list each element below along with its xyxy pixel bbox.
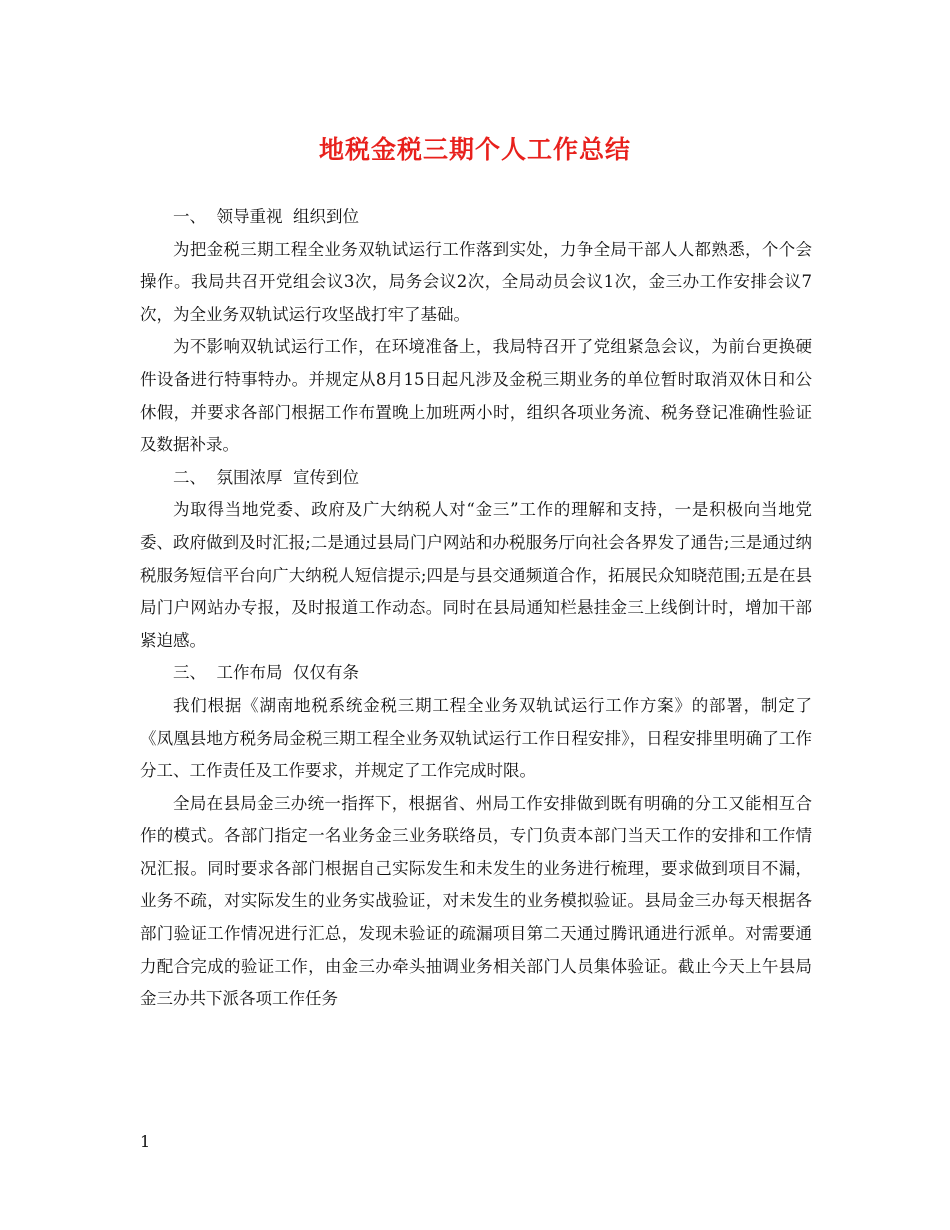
document-title: 地税金税三期个人工作总结 <box>318 135 631 164</box>
page-number: 1 <box>140 1132 151 1151</box>
paragraph: 我们根据《湖南地税系统金税三期工程全业务双轨试运行工作方案》的部署，制定了《凤凰县地方税务局金税三期工程全业务双轨试运行工作日程安排》，日程安排里明确了工作分工、工作责任及工作要求，并规定了工作完成时限。 <box>140 695 812 781</box>
paragraph: 为不影响双轨试运行工作，在环境准备上，我局特召开了党组紧急会议，为前台更换硬件设备进行特事特办。并规定从8月15日起凡涉及金税三期业务的单位暂时取消双休日和公休假，并要求各部门根据工作布置晚上加班两小时，组织各项业务流、税务登记准确性验证及数据补录。 <box>140 337 812 455</box>
section-heading: 二、 氛围浓厚 宣传到位 <box>173 467 359 487</box>
paragraph: 全局在县局金三办统一指挥下，根据省、州局工作安排做到既有明确的分工又能相互合作的模式。各部门指定一名业务金三业务联络员，专门负责本部门当天工作的安排和工作情况汇报。同时要求各部门根据自己实际发生和未发生的业务进行梳理，要求做到项目不漏，业务不疏，对实际发生的业务实战验证，对未发生的业务模拟验证。县局金三办每天根据各部门验证工作情况进行汇总，发现未验证的疏漏项目第二天通过腾讯通进行派单。对需要通力配合完成的验证工作，由金三办牵头抽调业务相关部门人员集体验证。截止今天上午县局金三办共下派各项工作任务 <box>140 793 812 1009</box>
paragraph: 为取得当地党委、政府及广大纳税人对“金三”工作的理解和支持，一是积极向当地党委、政府做到及时汇报;二是通过县局门户网站和办税服务厅向社会各界发了通告;三是通过纳税服务短信平台向广大纳税人短信提示;四是与县交通频道合作，拓展民众知晓范围;五是在县局门户网站办专报，及时报道工作动态。同时在县局通知栏悬挂金三上线倒计时，增加干部紧迫感。 <box>140 500 812 650</box>
section-heading: 三、 工作布局 仅仅有条 <box>173 663 359 683</box>
section-heading: 一、 领导重视 组织到位 <box>173 207 359 226</box>
document-body <box>140 201 812 1016</box>
paragraph: 为把金税三期工程全业务双轨试运行工作落到实处，力争全局干部人人都熟悉，个个会操作。我局共召开党组会议3次，局务会议2次，全局动员会议1次，金三办工作安排会议7次，为全业务双轨试运行攻坚战打牢了基础。 <box>140 239 812 324</box>
